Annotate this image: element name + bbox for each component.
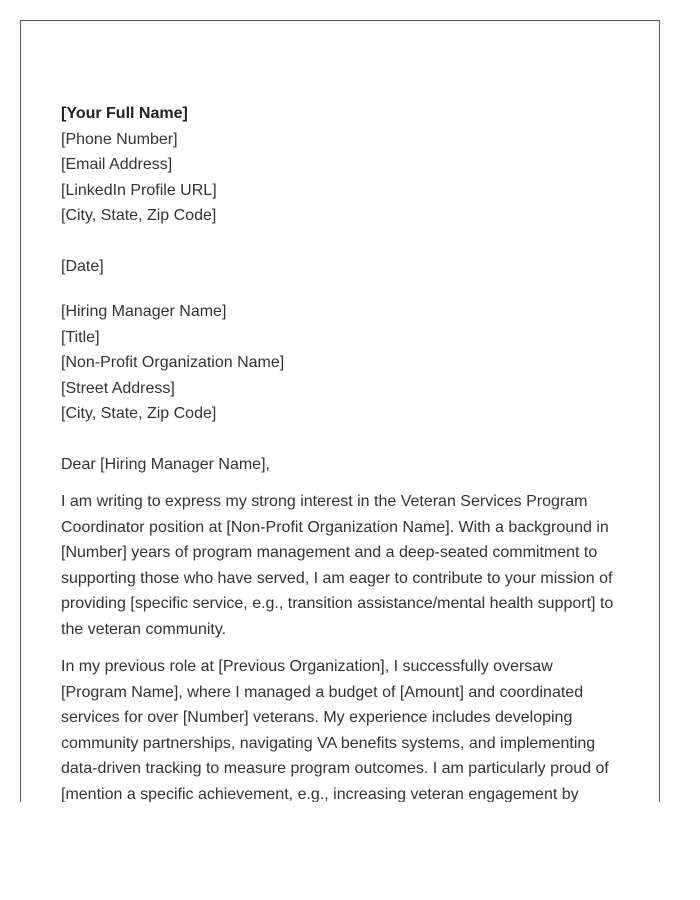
body-paragraph: I am writing to express my strong interest in the Veteran Services Program Coordinator position at [Non-Profit Organization Name]. With a background in [Number] years of program management and a deep-seated commitment to supporting those who have served, I am eager to contribute to your mission of providing [specific service, e.g., transition assistance/mental health support] to the veteran community. — [61, 493, 614, 638]
recipient-organization: [Non-Profit Organization Name] — [61, 354, 285, 371]
body-paragraph: In my previous role at [Previous Organization], I successfully oversaw [Program Name], where I managed a budget of [Amount] and coordinated services for over [Number] veterans. My experience includes developing community partnerships, navigating VA benefits systems, and implementing data-driven tracking to measure program outcomes. I am particularly proud of [mention a specific achievement, e.g., increasing veteran engagement by — [61, 658, 609, 802]
letter-body — [61, 489, 621, 802]
recipient-name: [Hiring Manager Name] — [61, 303, 227, 320]
sender-block — [61, 101, 621, 229]
letter-page — [20, 20, 660, 802]
sender-name: [Your Full Name] — [61, 105, 188, 122]
salutation: Dear [Hiring Manager Name], — [61, 455, 270, 473]
recipient-block — [61, 299, 621, 427]
letter-date: [Date] — [61, 257, 104, 275]
sender-phone: [Phone Number] — [61, 130, 178, 148]
recipient-title: [Title] — [61, 328, 100, 346]
sender-linkedin: [LinkedIn Profile URL] — [61, 181, 217, 199]
sender-city: [City, State, Zip Code] — [61, 207, 217, 224]
recipient-city: [City, State, Zip Code] — [61, 405, 217, 422]
recipient-street: [Street Address] — [61, 379, 175, 397]
letter-content — [61, 101, 621, 802]
sender-email: [Email Address] — [61, 156, 173, 173]
